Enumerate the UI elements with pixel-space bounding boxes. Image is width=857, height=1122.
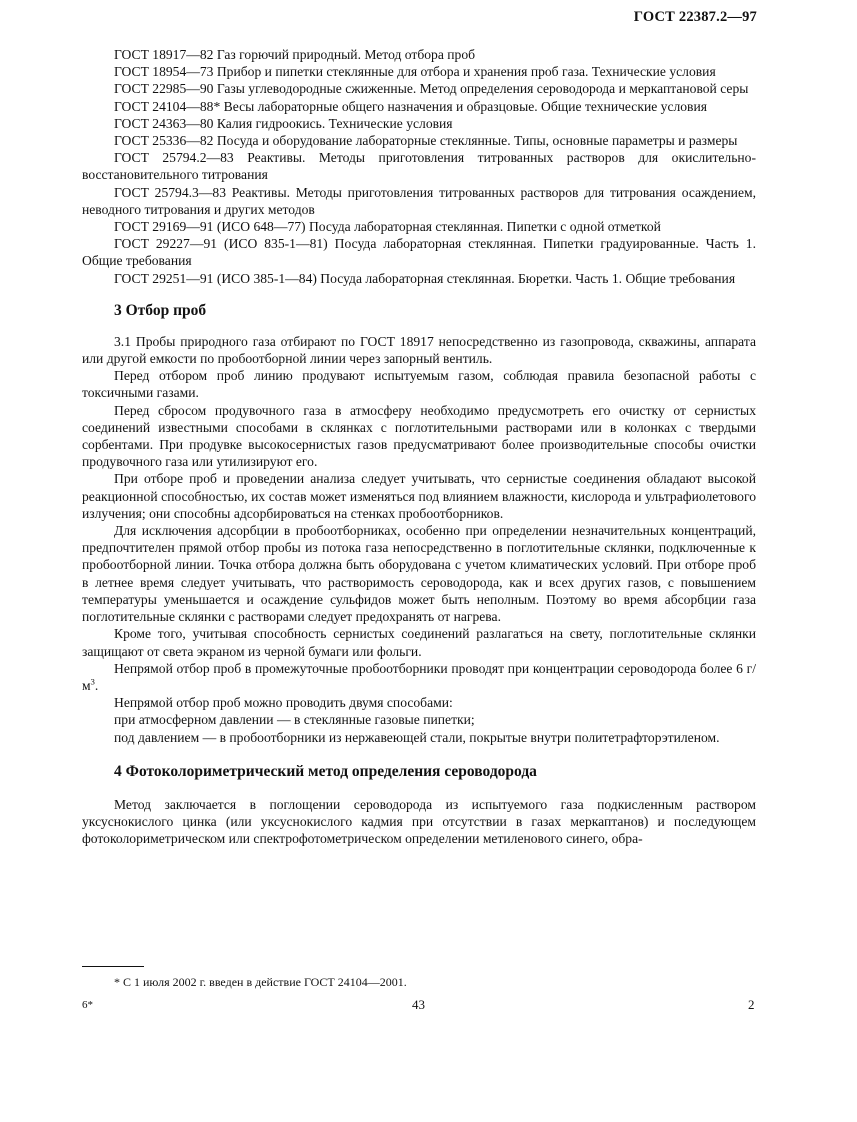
paragraph: При отборе проб и проведении анализа следует учитывать, что сернистые соединения обладают высокой реакционной способностью, их состав может изменяться под влиянием влажности, кислорода и ультрафиолетового излучения; они способны адсорбироваться на стенках пробоотборников.: [82, 471, 756, 521]
reference-item: ГОСТ 22985—90 Газы углеводородные сжиженные. Метод определения сероводорода и меркаптановой серы: [114, 81, 749, 97]
normative-references-list: [82, 46, 756, 287]
footnote: * С 1 июля 2002 г. введен в действие ГОСТ 24104—2001.: [114, 975, 407, 989]
page-number: 43: [412, 997, 425, 1012]
indirect-sampling-text: Непрямой отбор проб в промежуточные пробоотборники проводят при концентрации сероводорода более 6 г/м: [82, 660, 756, 693]
reference-item: ГОСТ 29169—91 (ИСО 648—77) Посуда лабораторная стеклянная. Пипетки с одной отметкой: [114, 219, 661, 235]
paragraph: под давлением — в пробоотборники из нержавеющей стали, покрытые внутри политетрафторэтиленом.: [114, 729, 720, 745]
section-4-heading: 4 Фотоколориметрический метод определения сероводорода: [114, 762, 537, 780]
reference-item: ГОСТ 24104—88* Весы лабораторные общего назначения и образцовые. Общие технические условия: [114, 98, 708, 114]
reference-item: ГОСТ 29251—91 (ИСО 385-1—84) Посуда лабораторная стеклянная. Бюретки. Часть 1. Общие требования: [114, 270, 736, 286]
document-page-number: 2: [748, 997, 755, 1012]
footnote-divider: [82, 966, 144, 967]
paragraph: 3.1 Пробы природного газа отбирают по ГОСТ 18917 непосредственно из газопровода, скважины, аппарата или другой емкости по пробоотборной линии через запорный вентиль.: [82, 333, 756, 367]
paragraph: Перед сбросом продувочного газа в атмосферу необходимо предусмотреть его очистку от сернистых соединений известными способами в склянках с поглотительными растворами или в колонках с твердыми сорбентами. При продувке высокосернистых газов предусматривают более производительные способы очистки продувочного газа или утилизируют его.: [82, 402, 756, 470]
section-3-heading: 3 Отбор проб: [114, 301, 207, 319]
section-4-body: [82, 796, 756, 848]
paragraph-indirect-sampling: [82, 660, 756, 694]
paragraph: Перед отбором проб линию продувают испытуемым газом, соблюдая правила безопасной работы с токсичными газами.: [82, 368, 756, 401]
reference-item: ГОСТ 24363—80 Калия гидроокись. Технические условия: [114, 115, 453, 131]
page-body: [82, 46, 756, 847]
paragraph: Метод заключается в поглощении сероводорода из испытуемого газа подкисленным раствором уксуснокислого цинка (или уксуснокислого кадмия при отсутствии в газах меркаптанов) и последующем фотоколориметрическом или спектрофотометрическом определении метиленового синего, обра-: [82, 796, 756, 847]
paragraph: Для исключения адсорбции в пробоотборниках, особенно при определении незначительных концентраций, предпочтителен прямой отбор пробы из потока газа непосредственно в поглотительные склянки, подключенные к пробоотборной линии. Точка отбора должна быть оборудована с учетом климатических условий. При отборе проб в летнее время следует учитывать, что растворимость сероводорода, как и всех других газов, с повышением температуры уменьшается и осаждение сульфидов может быть неполным. Поэтому во время абсорбции газа поглотительные склянки с растворами следует предохранять от нагрева.: [82, 523, 756, 625]
document-code-header: ГОСТ 22387.2—97: [633, 9, 757, 25]
reference-item: ГОСТ 25794.3—83 Реактивы. Методы приготовления титрованных растворов для титрования осаждением, неводного титрования и других методов: [82, 184, 756, 217]
reference-item: ГОСТ 25336—82 Посуда и оборудование лабораторные стеклянные. Типы, основные параметры и размеры: [114, 133, 738, 149]
signature-mark: 6*: [82, 999, 93, 1011]
paragraph: Непрямой отбор проб можно проводить двумя способами:: [114, 695, 453, 711]
section-3-body: [82, 333, 756, 746]
reference-item: ГОСТ 25794.2—83 Реактивы. Методы приготовления титрованных растворов для окислительно-восстановительного титрования: [82, 150, 756, 183]
reference-item: ГОСТ 18917—82 Газ горючий природный. Метод отбора проб: [114, 47, 476, 62]
reference-item: ГОСТ 18954—73 Прибор и пипетки стеклянные для отбора и хранения проб газа. Технические условия: [114, 64, 716, 80]
paragraph: при атмосферном давлении — в стеклянные газовые пипетки;: [114, 712, 475, 728]
unit-superscript: 3: [90, 676, 95, 687]
reference-item: ГОСТ 29227—91 (ИСО 835-1—81) Посуда лабораторная стеклянная. Пипетки градуированные. Часть 1. Общие требования: [82, 236, 756, 269]
paragraph: Кроме того, учитывая способность сернистых соединений разлагаться на свету, поглотительные склянки защищают от света экраном из черной бумаги или фольги.: [82, 626, 756, 659]
sentence-end: .: [94, 677, 99, 693]
